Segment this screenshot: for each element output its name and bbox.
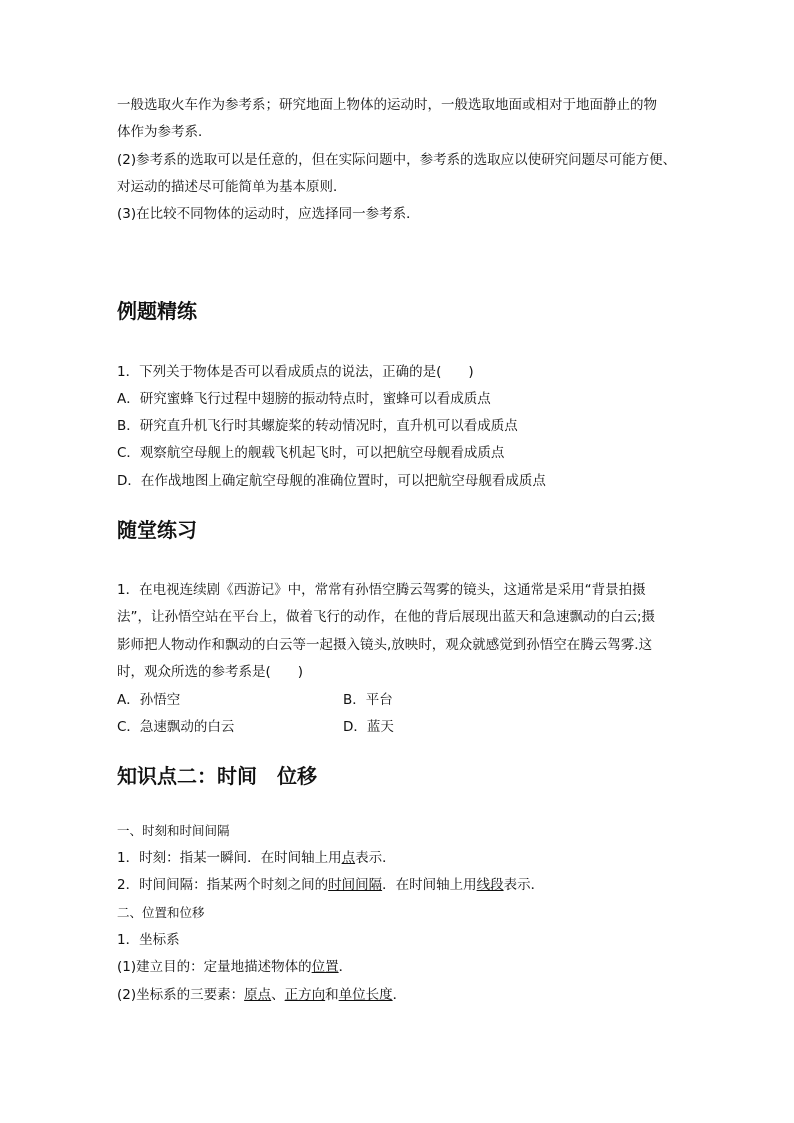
elements-text-pre: (2)坐标系的三要素：: [117, 987, 245, 1003]
interval-text-pre: 2．时间间隔：指某两个时刻之间的: [117, 877, 329, 893]
elements-origin-term: 原点: [244, 987, 272, 1003]
example-option-d: D．在作战地图上确定航空母舰的准确位置时，可以把航空母舰看成质点: [117, 473, 546, 489]
practice-option-b: B．平台: [343, 692, 393, 708]
example-option-c: C．观察航空母舰上的舰载飞机起飞时，可以把航空母舰看成质点: [117, 445, 505, 461]
interval-text-mid: ．在时间轴上用: [382, 877, 477, 893]
practice-question-line-1: 1．在电视连续剧《西游记》中，常常有孙悟空腾云驾雾的镜头，这通常是采用“背景拍摄: [117, 582, 646, 598]
elements-text-post: ．: [392, 987, 407, 1003]
example-option-a: A．研究蜜蜂飞行过程中翅膀的振动特点时，蜜蜂可以看成质点: [117, 391, 491, 407]
intro-line-4: 对运动的描述尽可能简单为基本原则．: [117, 179, 347, 195]
interval-underlined-term-2: 线段: [476, 877, 504, 893]
section-2-title: 二、位置和位移: [117, 905, 205, 920]
purpose-underlined-term: 位置: [311, 959, 339, 975]
coordinate-purpose: [117, 957, 352, 977]
purpose-text-post: ．: [338, 959, 353, 975]
example-option-b: B．研究直升机飞行时其螺旋桨的转动情况时，直升机可以看成质点: [117, 418, 518, 434]
elements-direction-term: 正方向: [284, 987, 326, 1003]
practice-question-line-3: 影师把人物动作和飘动的白云等一起摄入镜头,放映时，观众就感觉到孙悟空在腾云驾雾.这: [117, 637, 653, 653]
knowledge-point-2-heading: 知识点二：时间 位移: [117, 764, 317, 788]
example-question: 1．下列关于物体是否可以看成质点的说法，正确的是( ): [117, 364, 474, 380]
moment-text-pre: 1．时刻：指某一瞬间．在时间轴上用: [117, 850, 342, 866]
practice-option-c: C．急速飘动的白云: [117, 719, 235, 735]
moment-underlined-term: 点: [341, 850, 356, 866]
elements-separator-2: 和: [325, 987, 339, 1003]
coordinate-elements: [117, 985, 406, 1005]
intro-line-3: (2)参考系的选取可以是任意的，但在实际问题中，参考系的选取应以使研究问题尽可能方便、: [117, 152, 677, 168]
practice-option-d: D．蓝天: [343, 719, 394, 735]
intro-line-2: 体作为参考系．: [117, 124, 212, 140]
practice-question-line-2: 法”，让孙悟空站在平台上，做着飞行的动作，在他的背后展现出蓝天和急速飘动的白云;摄: [117, 609, 656, 625]
interval-underlined-term-1: 时间间隔: [328, 877, 383, 893]
interval-text-post: 表示．: [503, 877, 545, 893]
practice-option-a: A．孙悟空: [117, 692, 181, 708]
practice-question-line-4: 时，观众所选的参考系是( ): [117, 664, 304, 680]
moment-definition: [117, 848, 396, 868]
elements-separator-1: 、: [271, 987, 285, 1003]
example-heading: 例题精练: [117, 299, 197, 323]
interval-definition: [117, 875, 544, 895]
elements-unit-length-term: 单位长度: [338, 987, 393, 1003]
intro-line-1: 一般选取火车作为参考系；研究地面上物体的运动时，一般选取地面或相对于地面静止的物: [117, 97, 657, 113]
coordinate-system-title: 1．坐标系: [117, 932, 180, 948]
section-1-title: 一、时刻和时间间隔: [117, 823, 230, 838]
purpose-text-pre: (1)建立目的：定量地描述物体的: [117, 959, 312, 975]
intro-line-5: (3)在比较不同物体的运动时，应选择同一参考系．: [117, 206, 420, 222]
moment-text-post: 表示．: [355, 850, 396, 866]
practice-heading: 随堂练习: [117, 518, 197, 542]
